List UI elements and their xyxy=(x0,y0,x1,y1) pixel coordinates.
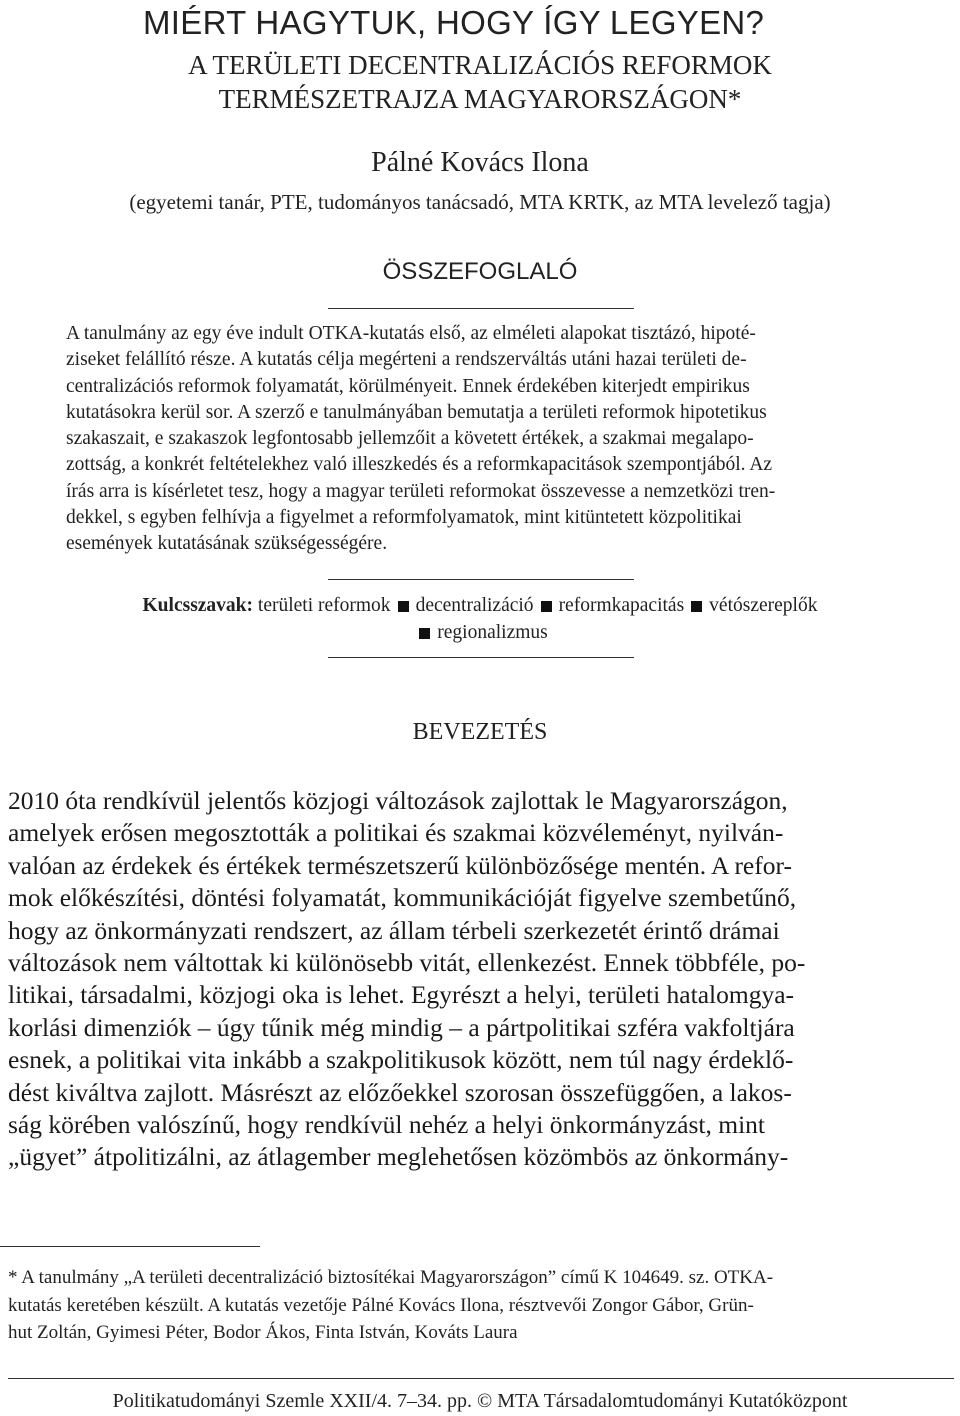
body-line: 2010 óta rendkívül jelentős közjogi változások zajlottak le Magyarországon, xyxy=(8,786,788,815)
footer-rule xyxy=(8,1378,954,1379)
abstract-line: zottság, a konkrét feltételekhez való illeszkedés és a reformkapacitások szempontjából. Az xyxy=(66,454,773,476)
abstract-line: szakaszait, e szakaszok legfontosabb jellemzőit a követett értékek, a szakmai megalapo- xyxy=(66,428,754,450)
abstract-line: A tanulmány az egy éve indult OTKA-kutatás első, az elméleti alapokat tisztázó, hipoté- xyxy=(66,323,756,344)
keyword: területi reformok xyxy=(257,595,391,616)
keyword: reformkapacitás xyxy=(558,595,685,616)
abstract-line: centralizációs reformok folyamatát, körülményeit. Ennek érdekében kiterjedt empirikus xyxy=(66,375,750,397)
footnote xyxy=(8,1264,954,1347)
footnote-rule xyxy=(0,1246,260,1247)
abstract-top-rule xyxy=(328,308,634,309)
article-title: MIÉRT HAGYTUK, HOGY ÍGY LEGYEN? xyxy=(143,4,765,41)
abstract-text xyxy=(66,321,896,558)
body-line: esnek, a politikai vita inkább a szakpolitikusok között, nem túl nagy érdeklő- xyxy=(8,1045,794,1075)
abstract-line: kutatásokra kerül sor. A szerző e tanulmányában bemutatja a területi reformok hipotetikus xyxy=(66,401,767,423)
body-line: korlási dimenziók – úgy tűnik még mindig – a pártpolitikai szféra vakfoltjára xyxy=(8,1012,795,1042)
abstract-heading: ÖSSZEFOGLALÓ xyxy=(382,258,578,285)
keywords-block xyxy=(0,592,960,646)
section-heading: BEVEZETÉS xyxy=(412,719,548,745)
abstract-line: események kutatásának szükségességére. xyxy=(66,533,388,555)
keyword: regionalizmus xyxy=(437,622,548,643)
keywords-line xyxy=(0,592,960,619)
abstract-line: ziseket felállító része. A kutatás célja megérteni a rendszerváltás utáni hazai területi de- xyxy=(66,349,747,371)
body-line: mok előkészítési, döntési folyamatát, kommunikációját figyelve szembetűnő, xyxy=(8,883,797,913)
body-line: „ügyet” átpolitizálni, az átlagember meglehetősen közömbös az önkormány- xyxy=(8,1142,789,1172)
keyword: vétószereplők xyxy=(709,595,818,616)
square-bullet-icon xyxy=(541,601,552,612)
abstract-line: írás arra is kísérletet tesz, hogy a magyar területi reformokat összevesse a nemzetközi tren- xyxy=(66,480,776,502)
keywords-line xyxy=(0,619,960,646)
keyword: decentralizáció xyxy=(415,595,534,616)
keywords-bottom-rule xyxy=(328,657,634,658)
square-bullet-icon xyxy=(419,628,430,639)
subtitle-line: A TERÜLETI DECENTRALIZÁCIÓS REFORMOK xyxy=(188,50,772,80)
body-line: amelyek erősen megosztották a politikai és szakmai közvéleményt, nyilván- xyxy=(8,818,784,848)
body-line: valóan az érdekek és értékek természetszerű különbözősége mentén. A refor- xyxy=(8,850,792,880)
square-bullet-icon xyxy=(398,601,409,612)
subtitle-line: TERMÉSZETRAJZA MAGYARORSZÁGON* xyxy=(218,84,742,114)
body-line: változások nem váltottak ki különösebb vitát, ellenkezést. Ennek többféle, po- xyxy=(8,948,806,978)
author-affiliation: (egyetemi tanár, PTE, tudományos tanácsadó, MTA KRTK, az MTA levelező tagja) xyxy=(129,190,831,214)
keywords-top-rule xyxy=(328,579,634,580)
abstract-line: dekkel, s egyben felhívja a figyelmet a reformfolyamatok, mint kitüntetett közpolitikai xyxy=(66,507,742,529)
body-line: ság körében valószínű, hogy rendkívül nehéz a helyi önkormányzást, mint xyxy=(8,1110,766,1140)
journal-footer: Politikatudományi Szemle XXII/4. 7–34. pp. © MTA Társadalomtudományi Kutatóközpont xyxy=(112,1390,848,1412)
footnote-line: kutatás keretében készült. A kutatás vezetője Pálné Kovács Ilona, résztvevői Zongor Gábor, Grün- xyxy=(8,1294,754,1316)
keywords-label: Kulcsszavak: xyxy=(142,595,254,616)
author-name: Pálné Kovács Ilona xyxy=(371,147,589,178)
footnote-line: hut Zoltán, Gyimesi Péter, Bodor Ákos, Finta István, Kováts Laura xyxy=(8,1322,518,1343)
body-line: hogy az önkormányzati rendszert, az állam térbeli szerkezetét érintő drámai xyxy=(8,915,780,945)
square-bullet-icon xyxy=(691,601,702,612)
article-subtitle xyxy=(0,48,960,116)
body-line: dést kiváltva zajlott. Másrészt az előzőekkel szorosan összefüggően, a lakos- xyxy=(8,1077,792,1107)
footnote-line: * A tanulmány „A területi decentralizáció biztosítékai Magyarországon” című K 104649. sz. OTKA- xyxy=(8,1267,774,1288)
body-line: litikai, társadalmi, közjogi oka is lehet. Egyrészt a helyi, területi hatalomgya- xyxy=(8,980,795,1010)
body-text xyxy=(8,785,954,1174)
